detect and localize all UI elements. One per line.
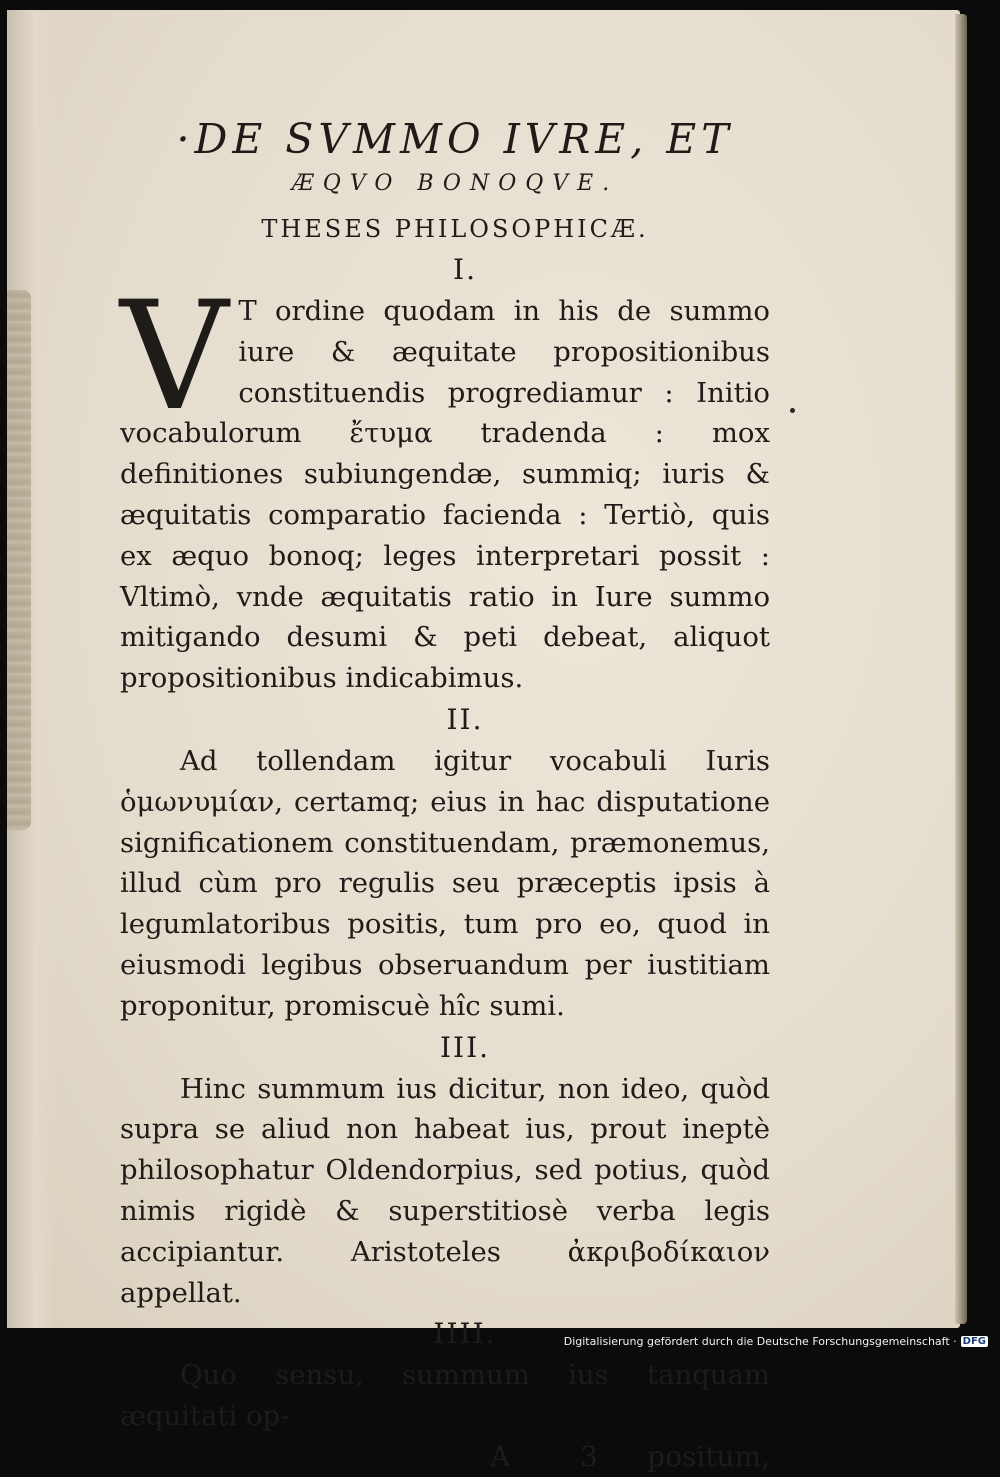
drop-cap: V [120,270,229,444]
section-numeral-4: IIII. [433,1317,497,1351]
section-paragraph-4: Quo sensu, summum ius tanquam æquitati op- [120,1359,770,1433]
catchword: positum, [647,1439,770,1473]
section-paragraph-3: Hinc summum ius dicitur, non ideo, quòd supra se aliud non habeat ius, prout ineptè philosophatur Oldendorpius, sed potius, quòd nimis rigidè & superstitiosè verba legis accipiantur. Aristoteles ἀκριβοδίκαιον appellat. [120,1072,770,1309]
signature-number: 3 [580,1439,598,1473]
section-numeral-2: II. [446,702,484,736]
section-text-1: T ordine quodam in his de summo iure & æquitate propositionibus constituendis progrediamur : Initio vocabulorum ἔτυμα tradenda : mox definitiones subiungendæ, summiq; iuris & æquitatis comparatio facienda : Tertiò, quis ex æquo bonoq; leges interpretari possit : Vltimò, vnde æquitatis ratio in Iure summo mitigando desumi & peti debeat, aliquot propositionibus indicabimus. [120,295,770,695]
page-text [100,115,770,1477]
signature-line [120,1437,770,1477]
ink-speck [790,408,795,413]
binding-thread [7,290,31,830]
credit-text: Digitalisierung gefördert durch die Deutsche Forschungsgemeinschaft · [563,1335,957,1348]
digitization-credit [564,1335,988,1348]
section-numeral-3: III. [439,1030,491,1064]
page-edge [955,14,967,1324]
section-numeral-1: I. [453,253,477,286]
title-line-1: ·DE SVMMO IVRE, ET [176,115,734,163]
section-paragraph-2: Ad tollendam igitur vocabuli Iuris ὁμωνυμίαν, certamq; eius in hac disputatione significationem constituendam, præmonemus, illud cùm pro regulis seu præceptis ipsis à legumlatoribus positis, tum pro eo, quod in eiusmodi legibus obseruandum per iustitiam proponitur, promiscuè hîc sumi. [120,744,770,1022]
dfg-logo: DFG [962,1336,986,1347]
section-paragraph-1 [120,270,770,699]
subtitle: THESES PHILOSOPHICÆ. [261,215,649,243]
title-line-2: ÆQVO BONOQVE. [291,171,619,196]
signature-mark: A [490,1439,511,1473]
